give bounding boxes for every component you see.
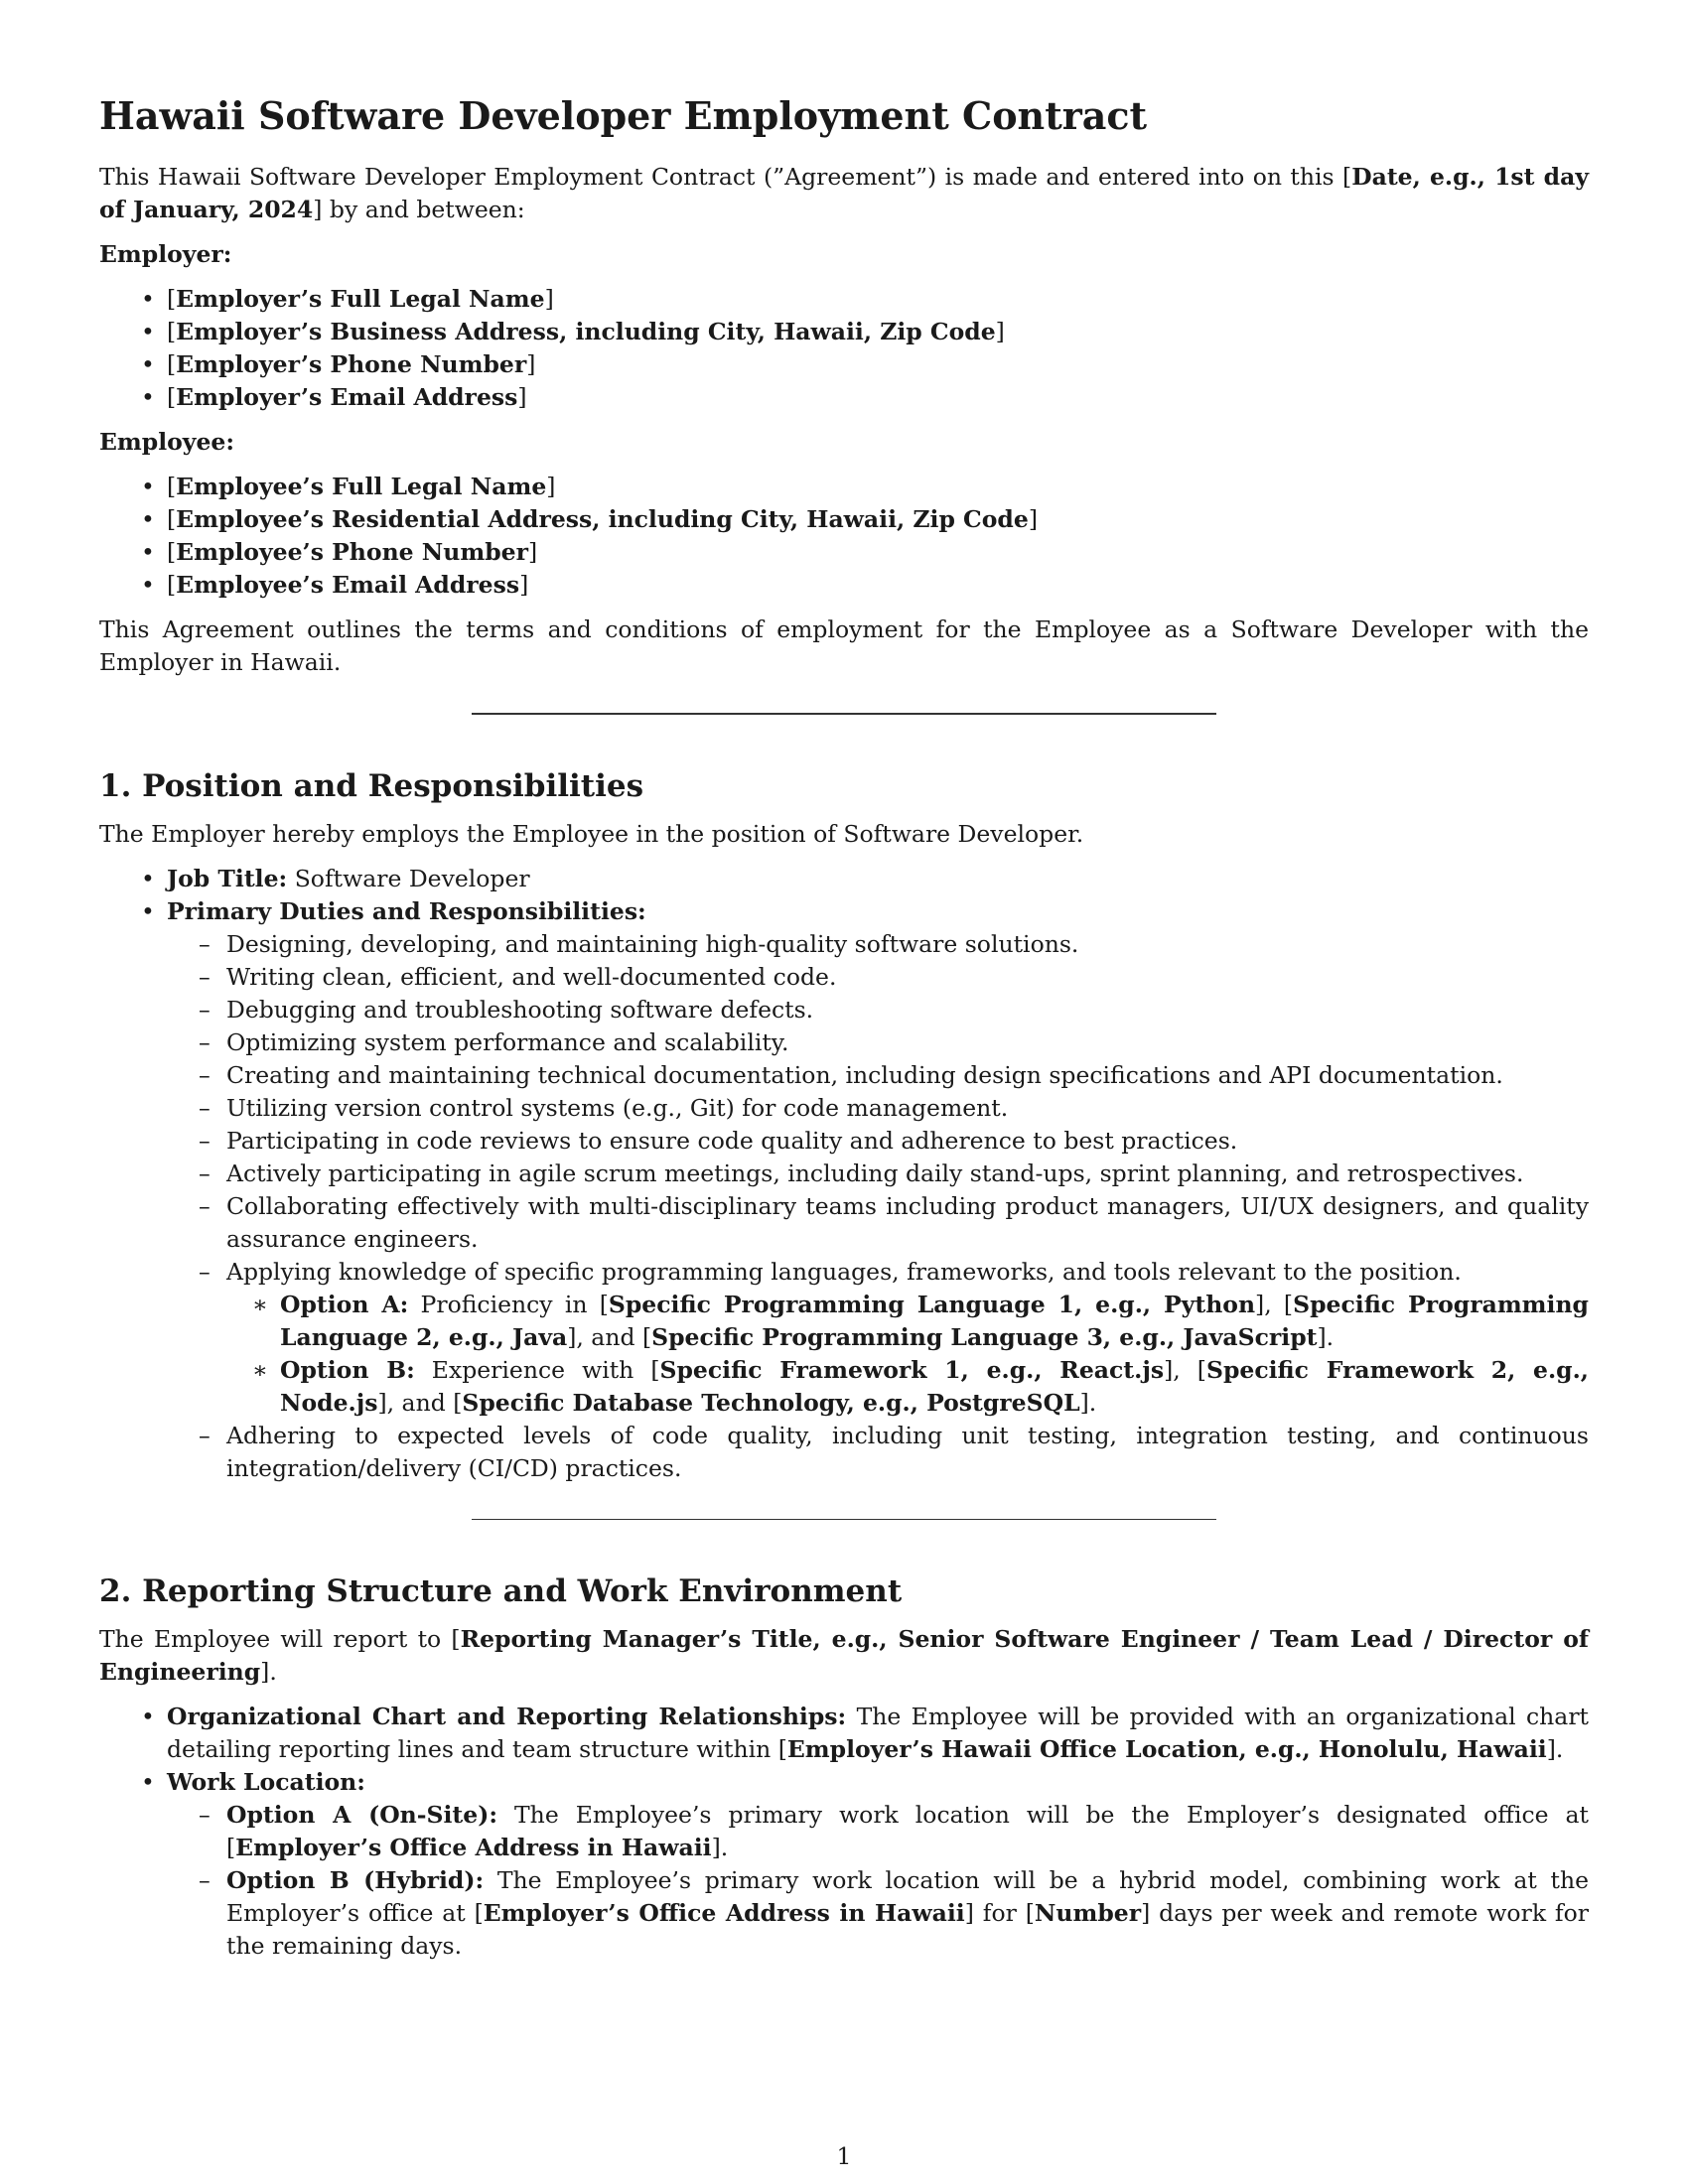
employer-label: Employer: [99,240,232,268]
duties-list [167,928,1589,1485]
list-item: • [Employee’s Residential Address, including City, Hawaii, Zip Code] [99,503,1589,536]
org-chart-item: • Organizational Chart and Reporting Relationships: The Employee will be provided with an organizational chart detailing reporting lines and team structure within [Employer’s Hawaii Office Location, e.g., Honolulu, Hawaii]. [99,1701,1589,1766]
option-hybrid-item: – Option B (Hybrid): The Employee’s primary work location will be a hybrid model, combining work at the Employer’s office at [Employer’s Office Address in Hawaii] for [Number] days per week and remote work for the remaining days. [167,1864,1589,1963]
employee-label: Employee: [99,428,235,456]
options-list [226,1289,1589,1420]
list-item: • [Employee’s Phone Number] [99,536,1589,569]
quality-item: – Adhering to expected levels of code quality, including unit testing, integration testing, and continuous integration/delivery (CI/CD) practices. [167,1420,1589,1485]
duty-item: – Utilizing version control systems (e.g., Git) for code management. [167,1092,1589,1125]
list-item: • [Employer’s Business Address, including City, Hawaii, Zip Code] [99,316,1589,348]
duties-item: • Primary Duties and Responsibilities: – Designing, developing, and maintaining high-quality software solutions. – Writing clean, efficient, and well-documented code. – Debugging and troubleshooting software defects. – Optimizing system performance and scalability. – Creating and maintaining technical documentation, including design specifications and API documentation. – Utilizing version control systems (e.g., Git) for code management. – Participating in code reviews to ensure code quality and adherence to best practices. – Actively participating in agile scrum meetings, including daily stand-ups, sprint planning, and retrospectives. – Collaborating effectively with multi-disciplinary teams including product managers, UI/UX designers, and quality assurance engineers. – Applying knowledge of specific programming languages, frameworks, and tools relevant to the position. ∗ Option A: Proficiency in [Specific Programming Language 1, e.g., Python], [Specific Programming Language 2, e.g., Java], and [Specific Programming Language 3, e.g., JavaScript]. ∗ Option B: Experience with [Specific Framework 1, e.g., React.js], [Specific Framework 2, e.g., Node.js], and [Specific Database Technology, e.g., PostgreSQL]. – Adhering to expected levels of code quality, including unit testing, integration testing, and continuous integration/delivery (CI/CD) practices. [99,895,1589,1485]
duty-item: – Creating and maintaining technical documentation, including design specifications and API documentation. [167,1059,1589,1092]
duty-item: – Debugging and troubleshooting software defects. [167,994,1589,1026]
intro-paragraph: This Hawaii Software Developer Employment Contract (”Agreement”) is made and entered into on this [Date, e.g., 1st day of January, 2024] by and between: [99,163,1589,223]
list-item: • [Employer’s Phone Number] [99,348,1589,381]
option-a-item: ∗ Option A: Proficiency in [Specific Programming Language 1, e.g., Python], [Specific Programming Language 2, e.g., Java], and [Specific Programming Language 3, e.g., JavaScript]. [226,1289,1589,1354]
contract-page [99,83,1589,1975]
section-2-intro: The Employee will report to [Reporting Manager’s Title, e.g., Senior Software Engineer / Team Lead / Director of Engineering]. [99,1625,1589,1686]
list-item: • [Employee’s Full Legal Name] [99,471,1589,503]
duty-item: – Collaborating effectively with multi-disciplinary teams including product managers, UI/UX designers, and quality assurance engineers. [167,1190,1589,1256]
employer-list [99,283,1589,414]
list-item: • [Employer’s Email Address] [99,381,1589,414]
employee-list [99,471,1589,602]
duty-item: – Designing, developing, and maintaining high-quality software solutions. [167,928,1589,961]
option-onsite-item: – Option A (On-Site): The Employee’s primary work location will be the Employer’s designated office at [Employer’s Office Address in Hawaii]. [167,1799,1589,1864]
list-item: • [Employee’s Email Address] [99,569,1589,602]
section-divider [472,713,1216,715]
section-1-list [99,863,1589,1485]
section-2-list [99,1701,1589,1963]
document-title: Hawaii Software Developer Employment Contract [99,93,1148,138]
option-b-item: ∗ Option B: Experience with [Specific Framework 1, e.g., React.js], [Specific Framework 2, e.g., Node.js], and [Specific Database Technology, e.g., PostgreSQL]. [226,1354,1589,1420]
duty-item: – Writing clean, efficient, and well-documented code. [167,961,1589,994]
section-1-intro: The Employer hereby employs the Employee in the position of Software Developer. [99,819,1084,848]
duty-item: – Optimizing system performance and scalability. [167,1026,1589,1059]
section-1-heading: 1. Position and Responsibilities [99,767,644,804]
duty-item: – Participating in code reviews to ensure code quality and adherence to best practices. [167,1125,1589,1158]
section-divider [472,1519,1216,1521]
section-2-heading: 2. Reporting Structure and Work Environment [99,1573,903,1609]
page-number: 1 [836,2142,852,2170]
date-placeholder: Date, e.g., 1st day of January, 2024 [99,163,1589,223]
job-title-item: • Job Title: Software Developer [99,863,1589,895]
outline-paragraph: This Agreement outlines the terms and conditions of employment for the Employee as a Software Developer with the Employer in Hawaii. [99,615,1589,676]
list-item: • [Employer’s Full Legal Name] [99,283,1589,316]
work-location-options [167,1799,1589,1963]
work-location-item: • Work Location: – Option A (On-Site): The Employee’s primary work location will be the Employer’s designated office at [Employer’s Office Address in Hawaii]. – Option B (Hybrid): The Employee’s primary work location will be a hybrid model, combining work at the Employer’s office at [Employer’s Office Address in Hawaii] for [Number] days per week and remote work for the remaining days. [99,1766,1589,1963]
duty-item: – Actively participating in agile scrum meetings, including daily stand-ups, sprint planning, and retrospectives. [167,1158,1589,1190]
knowledge-item: – Applying knowledge of specific programming languages, frameworks, and tools relevant to the position. ∗ Option A: Proficiency in [Specific Programming Language 1, e.g., Python], [Specific Programming Language 2, e.g., Java], and [Specific Programming Language 3, e.g., JavaScript]. ∗ Option B: Experience with [Specific Framework 1, e.g., React.js], [Specific Framework 2, e.g., Node.js], and [Specific Database Technology, e.g., PostgreSQL]. [167,1256,1589,1420]
